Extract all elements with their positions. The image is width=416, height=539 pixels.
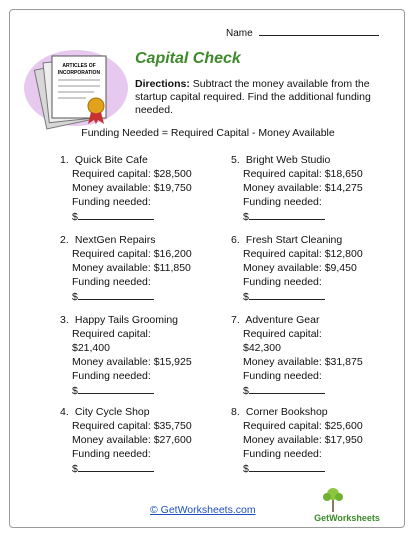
problem-4: 4. City Cycle Shop Required capital: $35,750 Money available: $27,600 Funding needed: $: [60, 406, 192, 475]
answer-blank[interactable]: [249, 461, 325, 472]
money-available: Money available: $9,450: [243, 262, 357, 274]
money-available: Money available: $14,275: [243, 182, 363, 194]
money-available: Money available: $19,750: [72, 182, 192, 194]
answer-field[interactable]: $: [60, 289, 192, 304]
directions: [135, 78, 375, 117]
name-label: Name: [226, 28, 253, 39]
business-name: Corner Bookshop: [245, 406, 328, 418]
answer-field[interactable]: $: [60, 209, 192, 224]
required-capital-label: Required capital:: [243, 328, 322, 340]
getworksheets-link[interactable]: © GetWorksheets.com: [150, 504, 256, 516]
required-capital: Required capital: $28,500: [72, 168, 192, 180]
problem-2: 2. NextGen Repairs Required capital: $16,200 Money available: $11,850 Funding needed: $: [60, 234, 192, 303]
money-available: Money available: $27,600: [72, 434, 192, 446]
answer-field[interactable]: $: [231, 383, 363, 398]
answer-blank[interactable]: [78, 383, 154, 394]
required-capital-value: $42,300: [243, 342, 281, 354]
required-capital-label: Required capital:: [72, 328, 151, 340]
business-name: Quick Bite Cafe: [74, 154, 148, 166]
formula: Funding Needed = Required Capital - Money Available: [81, 127, 335, 139]
required-capital: Required capital: $18,650: [243, 168, 363, 180]
money-available: Money available: $17,950: [243, 434, 363, 446]
business-name: NextGen Repairs: [74, 234, 156, 246]
answer-blank[interactable]: [78, 461, 154, 472]
answer-field[interactable]: $: [60, 383, 192, 398]
directions-text: Subtract the money available from the startup capital required. Find the additional funding needed.: [135, 78, 371, 116]
required-capital: Required capital: $25,600: [243, 420, 363, 432]
answer-blank[interactable]: [249, 289, 325, 300]
funding-needed-label: Funding needed:: [72, 448, 151, 460]
required-capital: Required capital: $35,750: [72, 420, 192, 432]
answer-field[interactable]: $: [60, 461, 192, 476]
problem-1: 1. Quick Bite Cafe Required capital: $28,500 Money available: $19,750 Funding needed: $: [60, 154, 192, 223]
money-available: Money available: $15,925: [72, 356, 192, 368]
answer-blank[interactable]: [249, 209, 325, 220]
required-capital: Required capital: $16,200: [72, 248, 192, 260]
money-available: Money available: $31,875: [243, 356, 363, 368]
answer-blank[interactable]: [78, 289, 154, 300]
answer-blank[interactable]: [78, 209, 154, 220]
name-field[interactable]: [226, 26, 379, 39]
problem-3: 3. Happy Tails Grooming Required capital: $21,400 Money available: $15,925 Funding needed: $: [60, 314, 192, 397]
answer-field[interactable]: $: [231, 289, 363, 304]
problem-6: 6. Fresh Start Cleaning Required capital: $12,800 Money available: $9,450 Funding needed: $: [231, 234, 363, 303]
doc-text-2: INCORPORATION: [57, 70, 101, 76]
name-line[interactable]: [259, 26, 379, 36]
answer-field[interactable]: $: [231, 461, 363, 476]
getworksheets-logo: [307, 484, 387, 524]
funding-needed-label: Funding needed:: [243, 370, 322, 382]
funding-needed-label: Funding needed:: [243, 196, 322, 208]
problem-5: 5. Bright Web Studio Required capital: $18,650 Money available: $14,275 Funding needed: $: [231, 154, 363, 223]
required-capital: Required capital: $12,800: [243, 248, 363, 260]
logo-text: GetWorksheets: [314, 513, 380, 523]
money-available: Money available: $11,850: [72, 262, 191, 274]
business-name: Fresh Start Cleaning: [245, 234, 343, 246]
funding-needed-label: Funding needed:: [72, 276, 151, 288]
answer-field[interactable]: $: [231, 209, 363, 224]
directions-label: Directions:: [135, 78, 190, 90]
funding-needed-label: Funding needed:: [243, 448, 322, 460]
required-capital-value: $21,400: [72, 342, 110, 354]
funding-needed-label: Funding needed:: [72, 370, 151, 382]
funding-needed-label: Funding needed:: [243, 276, 322, 288]
doc-text-1: ARTICLES OF: [62, 63, 96, 69]
problem-7: 7. Adventure Gear Required capital: $42,300 Money available: $31,875 Funding needed: $: [231, 314, 363, 397]
problem-8: 8. Corner Bookshop Required capital: $25,600 Money available: $17,950 Funding needed: $: [231, 406, 363, 475]
business-name: City Cycle Shop: [74, 406, 150, 418]
tree-icon: [323, 488, 343, 512]
worksheet-title: Capital Check: [135, 50, 241, 67]
funding-needed-label: Funding needed:: [72, 196, 151, 208]
business-name: Happy Tails Grooming: [74, 314, 179, 326]
answer-blank[interactable]: [249, 383, 325, 394]
certificate-illustration: [20, 44, 128, 130]
business-name: Bright Web Studio: [245, 154, 331, 166]
business-name: Adventure Gear: [245, 314, 320, 326]
